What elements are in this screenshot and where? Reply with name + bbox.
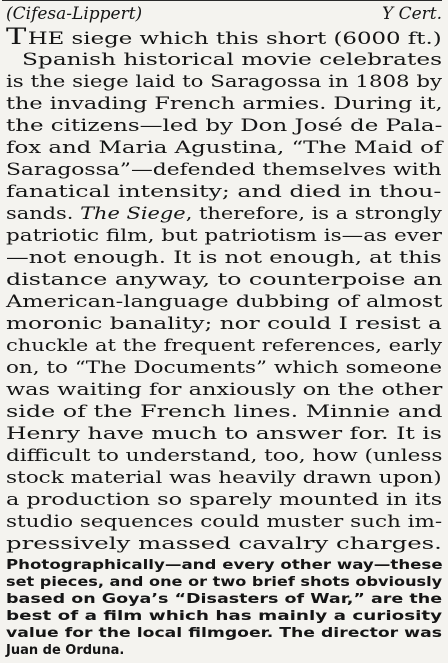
review-line: the citizens—led by Don José de Pala- <box>6 116 443 135</box>
review-line <box>6 27 442 50</box>
film-title: The Siege <box>80 204 186 223</box>
review-line: moronic banality; nor could I resist a <box>6 314 442 333</box>
review-line-text: sands. <box>6 204 81 223</box>
review-line-text: , therefore, is a strongly <box>185 204 442 223</box>
review-line: Saragossa”—defended themselves with <box>6 160 442 179</box>
review-line <box>6 203 442 225</box>
review-line: chuckle at the frequent references, early <box>6 336 443 355</box>
review-line: pressively massed cavalry charges. <box>6 534 442 553</box>
review-line: Henry have much to answer for. It is <box>6 424 442 443</box>
review-line: patriotic film, but patriotism is—as ever <box>6 226 442 245</box>
review-line: a production so sparely mounted in its <box>6 490 443 509</box>
review-line: on, to “The Documents” which someone <box>6 358 443 377</box>
distributor-label: (Cifesa-Lippert) <box>6 4 143 24</box>
review-small-line: Photographically—and every other way—these <box>6 558 443 573</box>
review-small-line: value for the local filmgoer. The director was <box>6 626 442 641</box>
review-line: —not enough. It is not enough, at this <box>6 248 442 267</box>
review-line: fanatical intensity; and died in thou- <box>6 182 442 201</box>
review-line: the invading French armies. During it, <box>6 94 443 113</box>
review-line: American-language dubbing of almost <box>6 292 443 311</box>
review-line: fox and Maria Agustina, “The Maid of <box>6 138 443 157</box>
review-small-line: set pieces, and one or two brief shots obviously <box>6 575 443 590</box>
review-line: was waiting for anxiously on the other <box>6 380 443 399</box>
review-small-line: Juan de Orduna. <box>6 643 125 658</box>
review-small-line: best of a film which has mainly a curiosity <box>6 609 443 624</box>
certificate-label: Y Cert. <box>381 4 442 24</box>
review-line: Spanish historical movie celebrates <box>22 50 443 69</box>
review-line: side of the French lines. Minnie and <box>6 402 443 421</box>
review-line: stock material was heavily drawn upon) <box>6 468 442 487</box>
review-line: difficult to understand, too, how (unless <box>6 446 443 465</box>
review-line: is the siege laid to Saragossa in 1808 by <box>6 72 442 91</box>
review-line: studio sequences could muster such im- <box>6 512 443 531</box>
review-line: distance anyway, to counterpoise an <box>6 270 443 289</box>
drop-cap: T <box>6 25 28 50</box>
review-line-text: HE siege which this short (6000 ft.) <box>27 29 442 48</box>
review-small-line: based on Goya’s “Disasters of War,” are the <box>6 592 443 607</box>
